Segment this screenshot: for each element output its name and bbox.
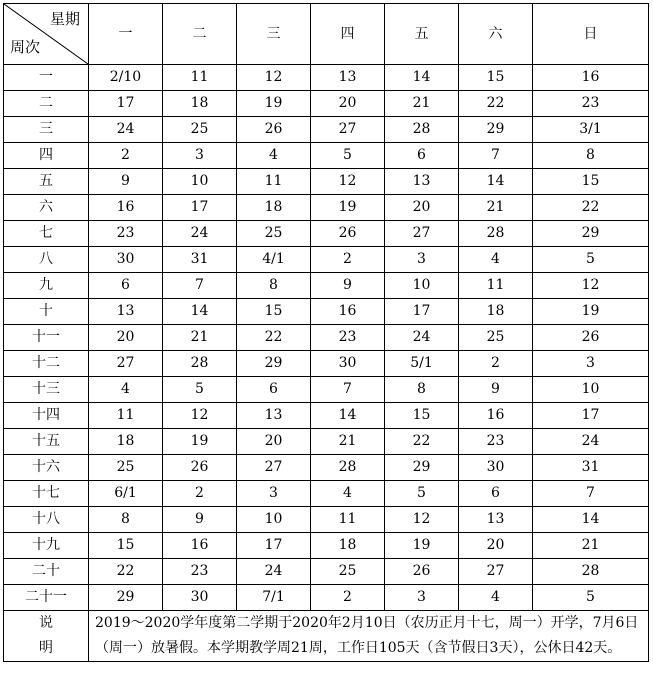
date-cell: 26 [533,325,649,351]
date-cell: 7/1 [237,585,311,611]
date-cell: 21 [311,429,385,455]
table-row [4,585,649,611]
date-cell: 10 [533,377,649,403]
table-row [4,455,649,481]
date-cell: 20 [385,195,459,221]
corner-week-label: 周次 [10,38,41,56]
date-cell: 9 [311,273,385,299]
date-cell: 2/10 [89,65,163,91]
week-number-cell: 十六 [4,455,89,481]
date-cell: 23 [533,91,649,117]
date-cell: 2 [89,143,163,169]
note-text: 2019～2020学年度第二学期于2020年2月10日（农历正月十七，周一）开学，7月6日（周一）放暑假。本学期教学周21周，工作日105天（含节假日3天），公休日42天。 [89,611,649,662]
date-cell: 25 [311,559,385,585]
date-cell: 29 [459,117,533,143]
date-cell: 4 [311,481,385,507]
date-cell: 24 [533,429,649,455]
date-cell: 4 [237,143,311,169]
date-cell: 27 [89,351,163,377]
date-cell: 13 [237,403,311,429]
date-cell: 13 [459,507,533,533]
date-cell: 13 [385,169,459,195]
table-row [4,65,649,91]
date-cell: 22 [533,195,649,221]
date-cell: 17 [237,533,311,559]
date-cell: 20 [89,325,163,351]
date-cell: 22 [385,429,459,455]
date-cell: 20 [311,91,385,117]
date-cell: 16 [459,403,533,429]
table-row [4,533,649,559]
date-cell: 5 [311,143,385,169]
date-cell: 4 [459,585,533,611]
date-cell: 11 [311,507,385,533]
date-cell: 19 [385,533,459,559]
day-header-tue: 二 [163,4,237,65]
corner-weekday-label: 星期 [49,10,80,28]
date-cell: 14 [163,299,237,325]
date-cell: 12 [163,403,237,429]
day-header-mon: 一 [89,4,163,65]
date-cell: 30 [459,455,533,481]
day-header-sat: 六 [459,4,533,65]
date-cell: 3 [533,351,649,377]
date-cell: 21 [163,325,237,351]
date-cell: 27 [237,455,311,481]
date-cell: 18 [163,91,237,117]
date-cell: 6/1 [89,481,163,507]
week-number-cell: 五 [4,169,89,195]
week-number-cell: 十一 [4,325,89,351]
day-header-wed: 三 [237,4,311,65]
day-header-thu: 四 [311,4,385,65]
date-cell: 26 [237,117,311,143]
date-cell: 3 [237,481,311,507]
table-row [4,325,649,351]
date-cell: 20 [459,533,533,559]
note-label-top: 说 [39,615,53,631]
date-cell: 11 [89,403,163,429]
table-row [4,507,649,533]
date-cell: 2 [311,247,385,273]
date-cell: 12 [237,65,311,91]
week-number-cell: 二十一 [4,585,89,611]
date-cell: 7 [311,377,385,403]
week-number-cell: 十三 [4,377,89,403]
date-cell: 5 [385,481,459,507]
date-cell: 24 [385,325,459,351]
table-row [4,559,649,585]
date-cell: 30 [89,247,163,273]
table-row [4,169,649,195]
table-row [4,247,649,273]
date-cell: 12 [311,169,385,195]
date-cell: 10 [237,507,311,533]
date-cell: 9 [89,169,163,195]
date-cell: 8 [89,507,163,533]
date-cell: 28 [163,351,237,377]
date-cell: 3 [163,143,237,169]
date-cell: 17 [89,91,163,117]
week-number-cell: 二 [4,91,89,117]
date-cell: 14 [533,507,649,533]
week-number-cell: 二十 [4,559,89,585]
date-cell: 27 [311,117,385,143]
week-number-cell: 六 [4,195,89,221]
date-cell: 20 [237,429,311,455]
date-cell: 3 [385,585,459,611]
week-number-cell: 十五 [4,429,89,455]
date-cell: 29 [89,585,163,611]
table-row [4,91,649,117]
week-number-cell: 一 [4,65,89,91]
date-cell: 26 [163,455,237,481]
date-cell: 19 [533,299,649,325]
date-cell: 22 [459,91,533,117]
header-row [4,4,649,65]
date-cell: 23 [311,325,385,351]
date-cell: 23 [459,429,533,455]
date-cell: 10 [385,273,459,299]
date-cell: 15 [237,299,311,325]
table-row [4,481,649,507]
date-cell: 24 [163,221,237,247]
week-number-cell: 四 [4,143,89,169]
date-cell: 11 [459,273,533,299]
week-rows [4,65,649,611]
date-cell: 6 [89,273,163,299]
date-cell: 31 [533,455,649,481]
date-cell: 4 [459,247,533,273]
date-cell: 19 [237,91,311,117]
table-row [4,299,649,325]
date-cell: 18 [311,533,385,559]
week-number-cell: 十四 [4,403,89,429]
date-cell: 6 [459,481,533,507]
date-cell: 15 [385,403,459,429]
week-number-cell: 十九 [4,533,89,559]
date-cell: 15 [459,65,533,91]
date-cell: 16 [163,533,237,559]
date-cell: 29 [237,351,311,377]
date-cell: 28 [459,221,533,247]
date-cell: 11 [163,65,237,91]
week-number-cell: 七 [4,221,89,247]
date-cell: 14 [311,403,385,429]
date-cell: 28 [385,117,459,143]
date-cell: 3 [385,247,459,273]
date-cell: 2 [163,481,237,507]
date-cell: 2 [459,351,533,377]
week-number-cell: 三 [4,117,89,143]
date-cell: 17 [385,299,459,325]
date-cell: 28 [533,559,649,585]
date-cell: 6 [237,377,311,403]
date-cell: 5/1 [385,351,459,377]
date-cell: 17 [533,403,649,429]
date-cell: 19 [311,195,385,221]
date-cell: 7 [163,273,237,299]
semester-calendar-table [3,3,649,662]
date-cell: 2 [311,585,385,611]
date-cell: 27 [385,221,459,247]
date-cell: 16 [311,299,385,325]
date-cell: 29 [385,455,459,481]
date-cell: 12 [533,273,649,299]
date-cell: 9 [459,377,533,403]
table-row [4,351,649,377]
date-cell: 19 [163,429,237,455]
date-cell: 31 [163,247,237,273]
date-cell: 13 [89,299,163,325]
date-cell: 14 [459,169,533,195]
date-cell: 15 [533,169,649,195]
date-cell: 23 [89,221,163,247]
date-cell: 30 [311,351,385,377]
date-cell: 21 [459,195,533,221]
date-cell: 25 [459,325,533,351]
week-number-cell: 十八 [4,507,89,533]
date-cell: 5 [533,247,649,273]
date-cell: 22 [89,559,163,585]
date-cell: 12 [385,507,459,533]
date-cell: 28 [311,455,385,481]
date-cell: 30 [163,585,237,611]
table-row [4,403,649,429]
week-number-cell: 十七 [4,481,89,507]
date-cell: 18 [459,299,533,325]
date-cell: 29 [533,221,649,247]
date-cell: 16 [533,65,649,91]
table-row [4,377,649,403]
date-cell: 24 [237,559,311,585]
table-row [4,117,649,143]
date-cell: 21 [533,533,649,559]
date-cell: 26 [311,221,385,247]
week-number-cell: 九 [4,273,89,299]
date-cell: 22 [237,325,311,351]
date-cell: 6 [385,143,459,169]
week-number-cell: 十 [4,299,89,325]
date-cell: 7 [533,481,649,507]
week-number-cell: 八 [4,247,89,273]
date-cell: 11 [237,169,311,195]
table-row [4,221,649,247]
date-cell: 21 [385,91,459,117]
date-cell: 5 [533,585,649,611]
table-row [4,143,649,169]
date-cell: 27 [459,559,533,585]
date-cell: 3/1 [533,117,649,143]
date-cell: 17 [163,195,237,221]
date-cell: 18 [237,195,311,221]
date-cell: 25 [163,117,237,143]
date-cell: 9 [163,507,237,533]
date-cell: 24 [89,117,163,143]
date-cell: 4 [89,377,163,403]
date-cell: 25 [237,221,311,247]
week-number-cell: 十二 [4,351,89,377]
date-cell: 23 [163,559,237,585]
note-row [4,611,649,662]
date-cell: 14 [385,65,459,91]
date-cell: 8 [533,143,649,169]
note-label-bottom: 明 [39,640,53,656]
date-cell: 8 [237,273,311,299]
date-cell: 25 [89,455,163,481]
date-cell: 7 [459,143,533,169]
day-header-sun: 日 [533,4,649,65]
date-cell: 5 [163,377,237,403]
note-label-cell [4,611,89,662]
date-cell: 26 [385,559,459,585]
day-header-fri: 五 [385,4,459,65]
date-cell: 13 [311,65,385,91]
header-corner-cell [4,4,89,65]
date-cell: 8 [385,377,459,403]
table-row [4,273,649,299]
date-cell: 16 [89,195,163,221]
date-cell: 18 [89,429,163,455]
table-row [4,195,649,221]
date-cell: 15 [89,533,163,559]
date-cell: 4/1 [237,247,311,273]
date-cell: 10 [163,169,237,195]
table-row [4,429,649,455]
